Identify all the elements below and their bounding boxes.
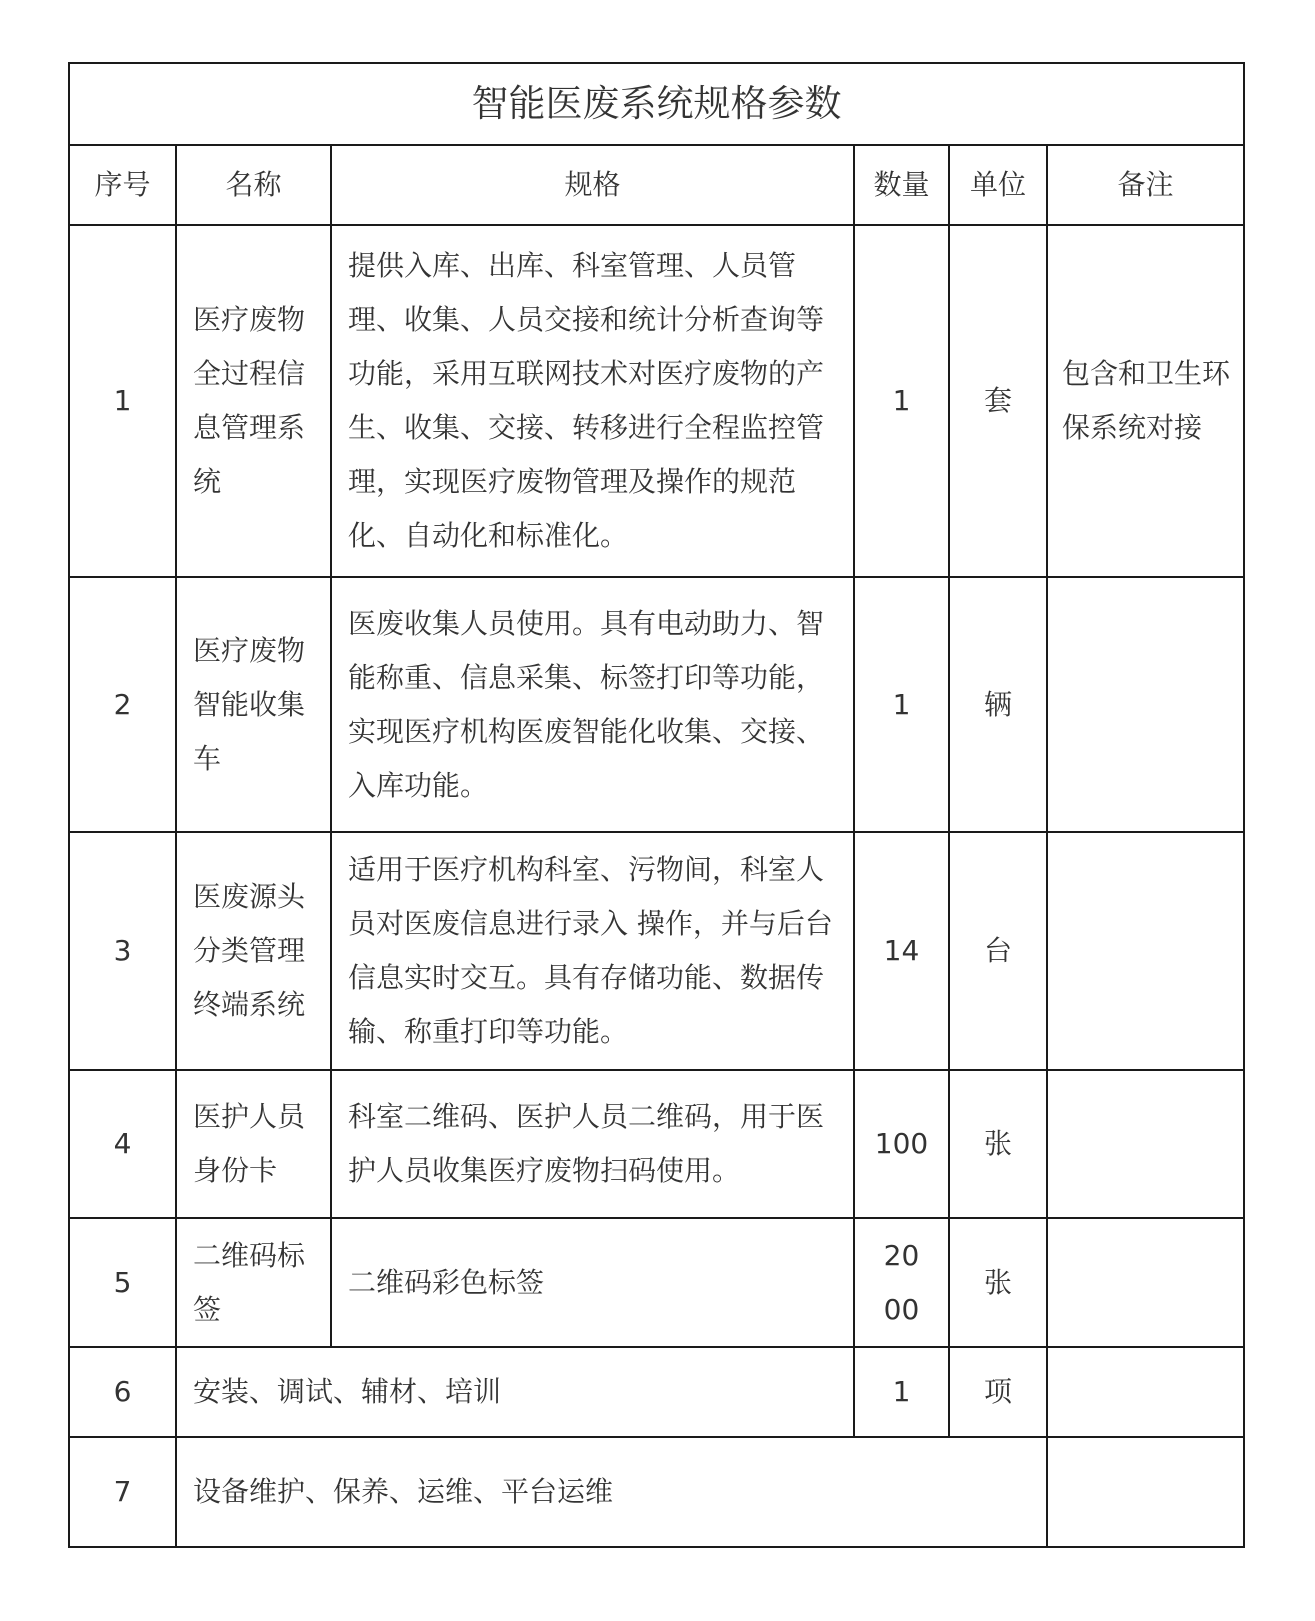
row-index: 6 bbox=[69, 1347, 176, 1437]
row-qty: 1 bbox=[854, 225, 949, 577]
header-qty: 数量 bbox=[854, 145, 949, 225]
row-unit: 张 bbox=[949, 1218, 1047, 1347]
row-spec: 提供入库、出库、科室管理、人员管理、收集、人员交接和统计分析查询等功能，采用互联网技术对医疗废物的产生、收集、交接、转移进行全程监控管理，实现医疗废物管理及操作的规范化、自动化和标准化。 bbox=[331, 225, 854, 577]
row-note: 包含和卫生环保系统对接 bbox=[1047, 225, 1244, 577]
row-unit: 项 bbox=[949, 1347, 1047, 1437]
row-qty: 1 bbox=[854, 1347, 949, 1437]
header-name: 名称 bbox=[176, 145, 331, 225]
row-spec: 科室二维码、医护人员二维码，用于医护人员收集医疗废物扫码使用。 bbox=[331, 1070, 854, 1218]
row-index: 1 bbox=[69, 225, 176, 577]
row-index: 7 bbox=[69, 1437, 176, 1547]
row-index: 4 bbox=[69, 1070, 176, 1218]
row-note bbox=[1047, 577, 1244, 832]
row-qty: 2000 bbox=[854, 1218, 949, 1347]
table-row bbox=[69, 1218, 1244, 1347]
row-name: 医疗废物智能收集车 bbox=[176, 577, 331, 832]
row-description: 设备维护、保养、运维、平台运维 bbox=[176, 1437, 1047, 1547]
title-row bbox=[69, 63, 1244, 145]
row-note bbox=[1047, 1218, 1244, 1347]
table-title: 智能医废系统规格参数 bbox=[69, 63, 1244, 145]
row-spec: 二维码彩色标签 bbox=[331, 1218, 854, 1347]
row-unit: 台 bbox=[949, 832, 1047, 1070]
row-index: 5 bbox=[69, 1218, 176, 1347]
row-unit: 张 bbox=[949, 1070, 1047, 1218]
row-spec: 医废收集人员使用。具有电动助力、智能称重、信息采集、标签打印等功能，实现医疗机构医废智能化收集、交接、入库功能。 bbox=[331, 577, 854, 832]
row-note bbox=[1047, 1347, 1244, 1437]
header-row bbox=[69, 145, 1244, 225]
table-row bbox=[69, 1070, 1244, 1218]
table-row bbox=[69, 1347, 1244, 1437]
table-row bbox=[69, 577, 1244, 832]
row-index: 3 bbox=[69, 832, 176, 1070]
row-note bbox=[1047, 832, 1244, 1070]
row-name: 医护人员身份卡 bbox=[176, 1070, 331, 1218]
row-spec: 适用于医疗机构科室、污物间，科室人员对医废信息进行录入 操作，并与后台信息实时交互。具有存储功能、数据传输、称重打印等功能。 bbox=[331, 832, 854, 1070]
header-index: 序号 bbox=[69, 145, 176, 225]
table-row bbox=[69, 1437, 1244, 1547]
row-qty: 14 bbox=[854, 832, 949, 1070]
header-note: 备注 bbox=[1047, 145, 1244, 225]
header-unit: 单位 bbox=[949, 145, 1047, 225]
table-row bbox=[69, 225, 1244, 577]
row-name-spec: 安装、调试、辅材、培训 bbox=[176, 1347, 854, 1437]
row-note bbox=[1047, 1437, 1244, 1547]
table-row bbox=[69, 832, 1244, 1070]
row-note bbox=[1047, 1070, 1244, 1218]
spec-table bbox=[68, 62, 1245, 1548]
header-spec: 规格 bbox=[331, 145, 854, 225]
row-unit: 辆 bbox=[949, 577, 1047, 832]
row-name: 医废源头分类管理终端系统 bbox=[176, 832, 331, 1070]
row-name: 医疗废物全过程信息管理系统 bbox=[176, 225, 331, 577]
row-qty: 100 bbox=[854, 1070, 949, 1218]
row-qty: 1 bbox=[854, 577, 949, 832]
row-name: 二维码标签 bbox=[176, 1218, 331, 1347]
row-index: 2 bbox=[69, 577, 176, 832]
row-unit: 套 bbox=[949, 225, 1047, 577]
